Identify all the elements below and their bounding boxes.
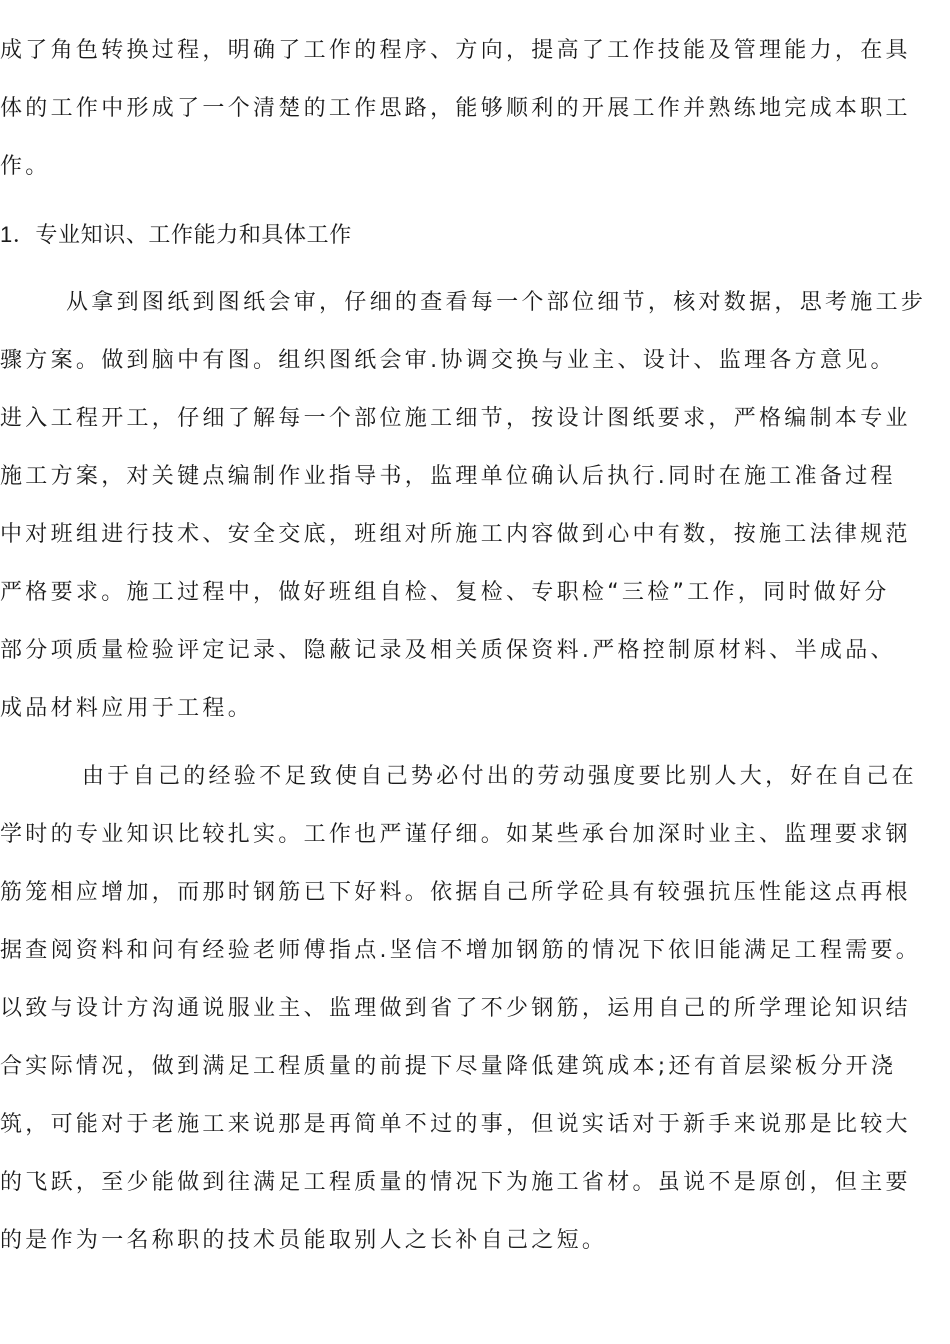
paragraph-line: 的飞跃，至少能做到往满足工程质量的情况下为施工省材。虽说不是原创，但主要	[0, 1170, 911, 1195]
paragraph-line: 施工方案，对关键点编制作业指导书，监理单位确认后执行.同时在施工准备过程	[0, 464, 896, 489]
paragraph-line: 合实际情况，做到满足工程质量的前提下尽量降低建筑成本;还有首层梁板分开浇	[0, 1054, 897, 1079]
paragraph-line: 中对班组进行技术、安全交底，班组对所施工内容做到心中有数，按施工法律规范	[0, 522, 911, 547]
intro-line: 成了角色转换过程，明确了工作的程序、方向，提高了工作技能及管理能力，在具	[0, 38, 911, 63]
paragraph-line: 由于自己的经验不足致使自己势必付出的劳动强度要比别人大，好在自己在	[82, 764, 917, 789]
paragraph-line: 筑，可能对于老施工来说那是再简单不过的事，但说实话对于新手来说那是比较大	[0, 1112, 911, 1137]
intro-line: 体的工作中形成了一个清楚的工作思路，能够顺利的开展工作并熟练地完成本职工	[0, 96, 911, 121]
paragraph-line: 据查阅资料和问有经验老师傅指点.坚信不增加钢筋的情况下依旧能满足工程需要。	[0, 938, 922, 963]
paragraph-line: 成品材料应用于工程。	[0, 696, 254, 721]
paragraph-line: 骤方案。做到脑中有图。组织图纸会审.协调交换与业主、设计、监理各方意见。	[0, 348, 896, 373]
paragraph-line: 严格要求。施工过程中，做好班组自检、复检、专职检“三检”工作，同时做好分	[0, 580, 890, 605]
paragraph-line: 学时的专业知识比较扎实。工作也严谨仔细。如某些承台加深时业主、监理要求钢	[0, 822, 911, 847]
paragraph-line: 从拿到图纸到图纸会审，仔细的查看每一个部位细节，核对数据，思考施工步	[66, 290, 927, 315]
intro-line: 作。	[0, 154, 51, 179]
paragraph-line: 部分项质量检验评定记录、隐蔽记录及相关质保资料.严格控制原材料、半成品、	[0, 638, 896, 663]
paragraph-line: 的是作为一名称职的技术员能取别人之长补自己之短。	[0, 1228, 608, 1253]
paragraph-line: 进入工程开工，仔细了解每一个部位施工细节，按设计图纸要求，严格编制本专业	[0, 406, 911, 431]
section-heading: 1．专业知识、工作能力和具体工作	[0, 222, 352, 247]
paragraph-line: 以致与设计方沟通说服业主、监理做到省了不少钢筋，运用自己的所学理论知识结	[0, 996, 911, 1021]
paragraph-line: 筋笼相应增加，而那时钢筋已下好料。依据自己所学砼具有较强抗压性能这点再根	[0, 880, 911, 905]
